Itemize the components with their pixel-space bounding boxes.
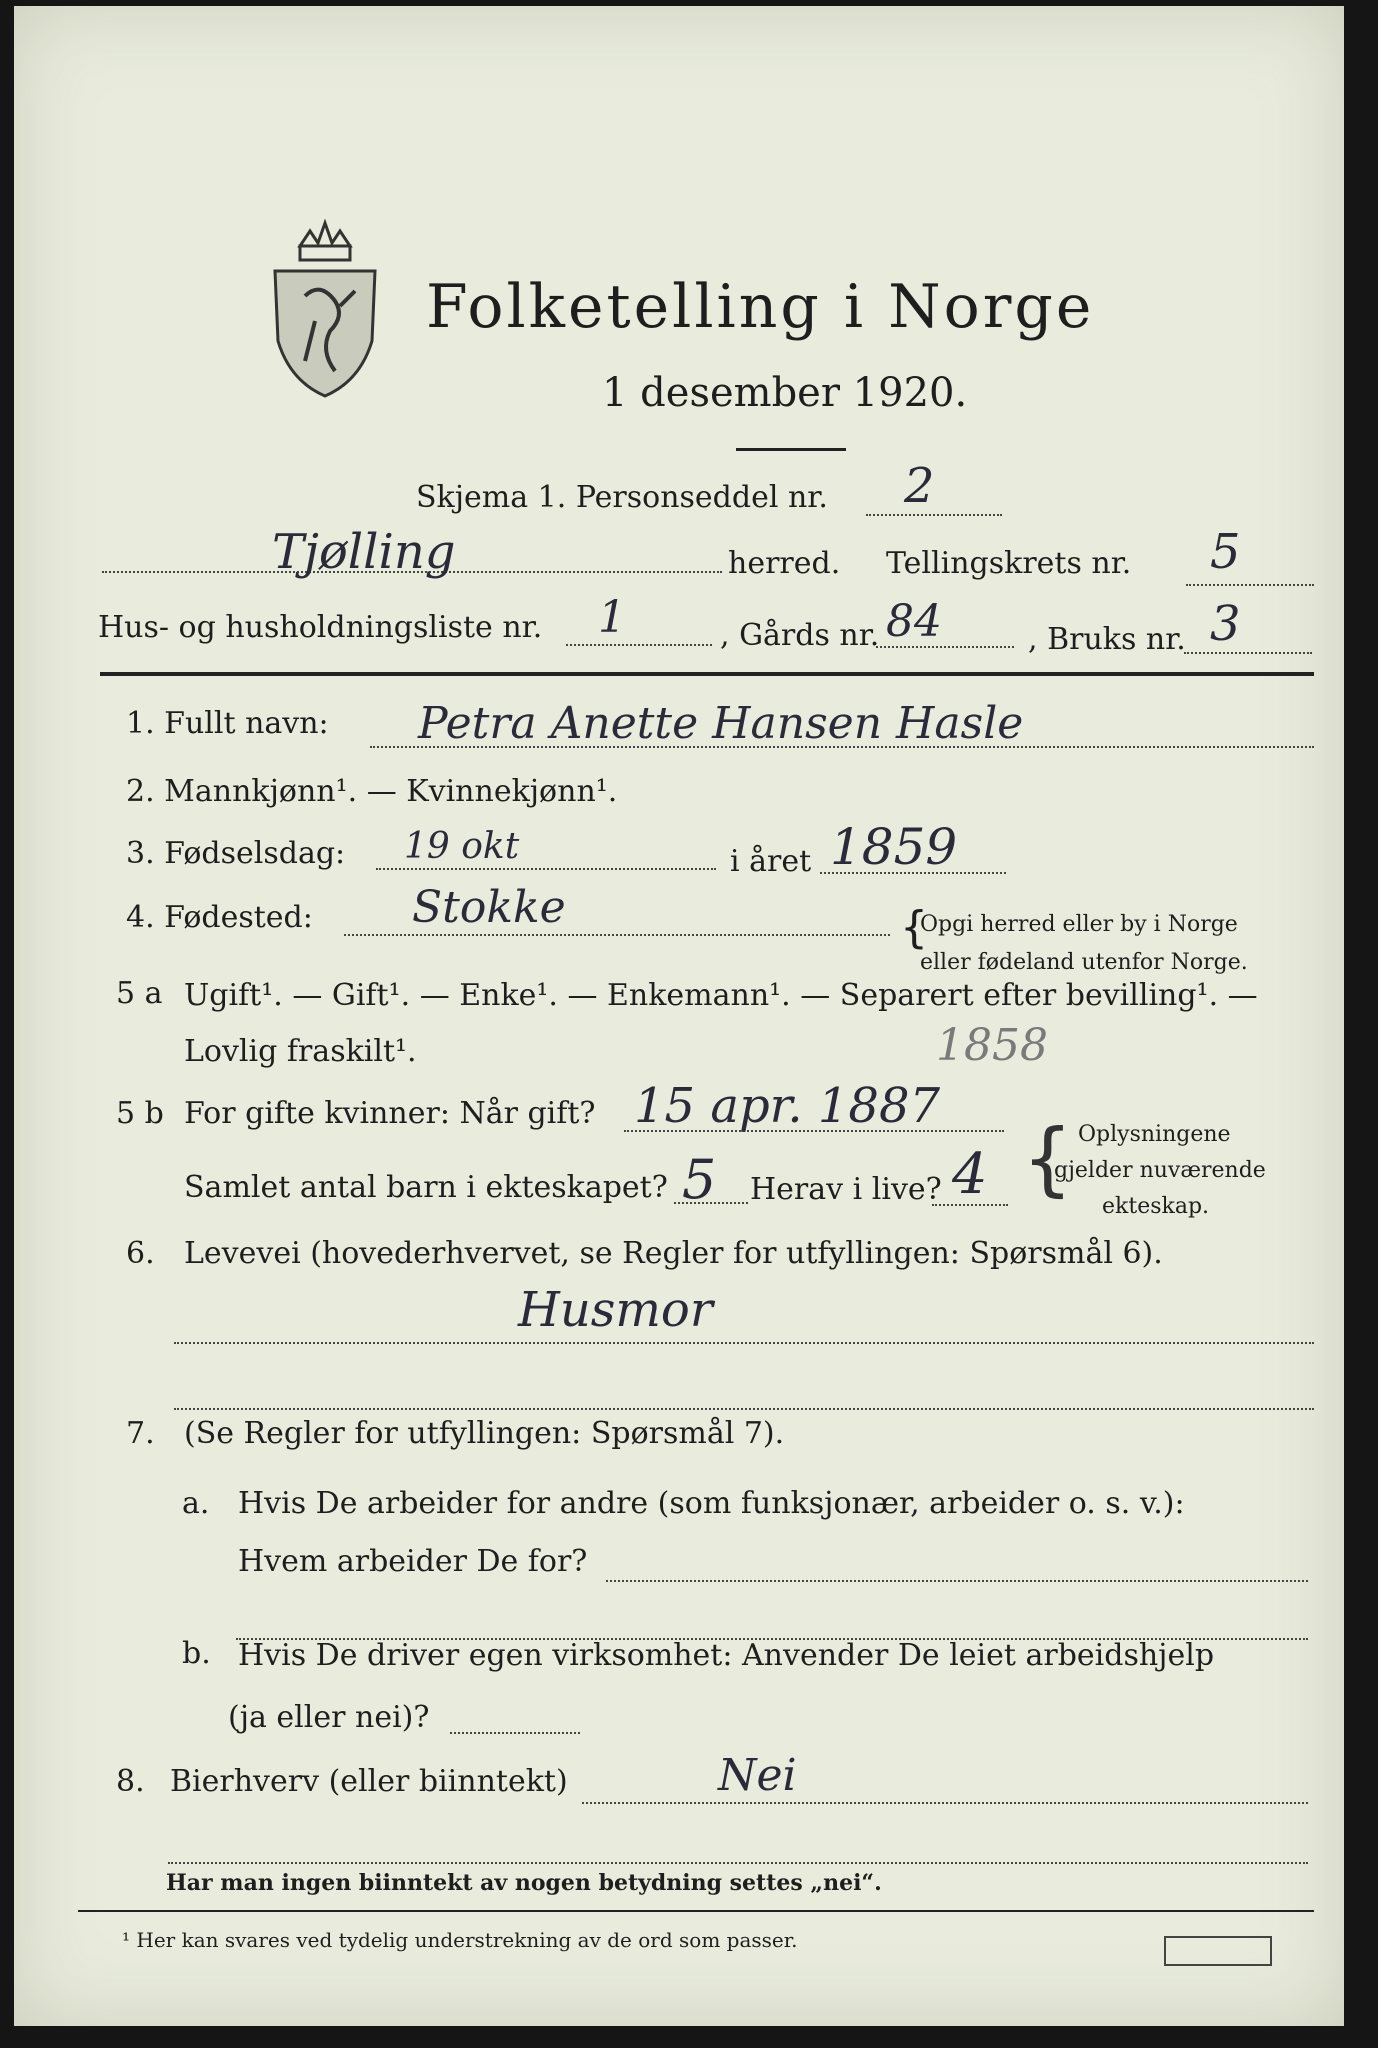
q7a-question-cont: Hvem arbeider De for? [238, 1544, 588, 1579]
q4-value: Stokke [412, 882, 566, 933]
q4-label: 4. Fødested: [126, 900, 313, 935]
q5a-options: Ugift¹. — Gift¹. — Enke¹. — Enkemann¹. — Separert efter bevilling¹. — [184, 978, 1258, 1013]
q4-line [344, 934, 890, 936]
person-number-line [866, 514, 1002, 516]
q4-note-1: Opgi herred eller by i Norge [920, 912, 1238, 937]
q4-note-2: eller fødeland utenfor Norge. [920, 950, 1248, 975]
q6-line-2 [174, 1408, 1314, 1410]
q7b-line [450, 1732, 580, 1734]
gards-label: , Gårds nr. [720, 618, 880, 653]
q7b-question-cont: (ja eller nei)? [228, 1700, 430, 1735]
schema-label: Skjema 1. Personseddel nr. [416, 480, 828, 515]
header-divider [100, 672, 1314, 676]
household-list-line [566, 644, 712, 646]
q7a-question: Hvis De arbeider for andre (som funksjonær, arbeider o. s. v.): [238, 1486, 1185, 1521]
q4-brace: { [900, 902, 928, 953]
q5b-alive-question: Herav i live? [750, 1172, 942, 1207]
footnote: ¹ Her kan svares ved tydelig understrekning av de ord som passer. [122, 1928, 798, 1952]
q6-value: Husmor [518, 1282, 713, 1338]
q7b-question: Hvis De driver egen virksomhet: Anvender De leiet arbeidshjelp [238, 1638, 1215, 1673]
form-title: Folketelling i Norge [426, 272, 1095, 342]
printer-stamp [1164, 1936, 1272, 1966]
q5b-married-question: For gifte kvinner: Når gift? [184, 1096, 596, 1131]
q8-line [582, 1802, 1308, 1804]
q5a-label: 5 a [116, 976, 163, 1011]
q8-label: 8. [116, 1764, 145, 1799]
q7a-line-1 [606, 1580, 1308, 1582]
q2-label: 2. Mannkjønn¹. — Kvinnekjønn¹. [126, 774, 618, 809]
tellingskrets-value: 5 [1210, 524, 1241, 580]
q3-year-value: 1859 [830, 818, 958, 876]
footer-divider [78, 1910, 1314, 1912]
gards-value: 84 [886, 596, 942, 647]
q3-day-value: 19 okt [404, 826, 520, 867]
census-form [14, 6, 1344, 2026]
q8-question: Bierhverv (eller biinntekt) [170, 1764, 568, 1799]
q8-line-2 [168, 1862, 1308, 1864]
tellingskrets-label: Tellingskrets nr. [886, 546, 1132, 581]
bruks-line [1184, 652, 1312, 654]
q1-value: Petra Anette Hansen Hasle [418, 698, 1024, 749]
person-number-value: 2 [904, 458, 935, 514]
q5b-note-3: ekteskap. [1102, 1194, 1210, 1219]
q5b-label: 5 b [116, 1096, 164, 1131]
q3-day-line [376, 868, 716, 870]
q6-label: 6. [126, 1236, 155, 1271]
herred-value: Tjølling [272, 524, 456, 580]
income-note: Har man ingen biinntekt av nogen betydning settes „nei“. [166, 1870, 882, 1896]
q7-label: 7. [126, 1416, 155, 1451]
tellingskrets-line [1186, 584, 1314, 586]
form-date: 1 desember 1920. [602, 370, 968, 416]
title-divider [736, 448, 846, 451]
q6-question: Levevei (hovederhvervet, se Regler for utfyllingen: Spørsmål 6). [184, 1236, 1163, 1271]
q6-line-1 [174, 1342, 1314, 1344]
q5b-married-value: 15 apr. 1887 [634, 1078, 941, 1134]
q7-question: (Se Regler for utfyllingen: Spørsmål 7). [184, 1416, 785, 1451]
q5b-note-2: gjelder nuværende [1054, 1158, 1266, 1183]
q5b-brace: { [1022, 1112, 1073, 1205]
q5b-children-value: 5 [682, 1148, 717, 1211]
q1-label: 1. Fullt navn: [126, 706, 329, 741]
q5a-options-cont: Lovlig fraskilt¹. [184, 1034, 417, 1069]
q3-year-label: i året [730, 844, 812, 879]
q7b-label: b. [182, 1636, 211, 1671]
coat-of-arms-icon [260, 201, 390, 401]
household-list-value: 1 [598, 592, 626, 643]
herred-label: herred. [728, 546, 841, 581]
q5b-note-1: Oplysningene [1078, 1122, 1231, 1147]
bruks-label: , Bruks nr. [1028, 622, 1186, 657]
bruks-value: 3 [1210, 596, 1241, 652]
q3-label: 3. Fødselsdag: [126, 836, 346, 871]
q8-value: Nei [718, 1750, 797, 1801]
household-list-label: Hus- og husholdningsliste nr. [98, 610, 543, 645]
q5a-note-value: 1858 [936, 1020, 1048, 1071]
q5b-alive-value: 4 [952, 1142, 988, 1207]
q5b-children-question: Samlet antal barn i ekteskapet? [184, 1170, 668, 1205]
q7a-label: a. [182, 1486, 210, 1521]
